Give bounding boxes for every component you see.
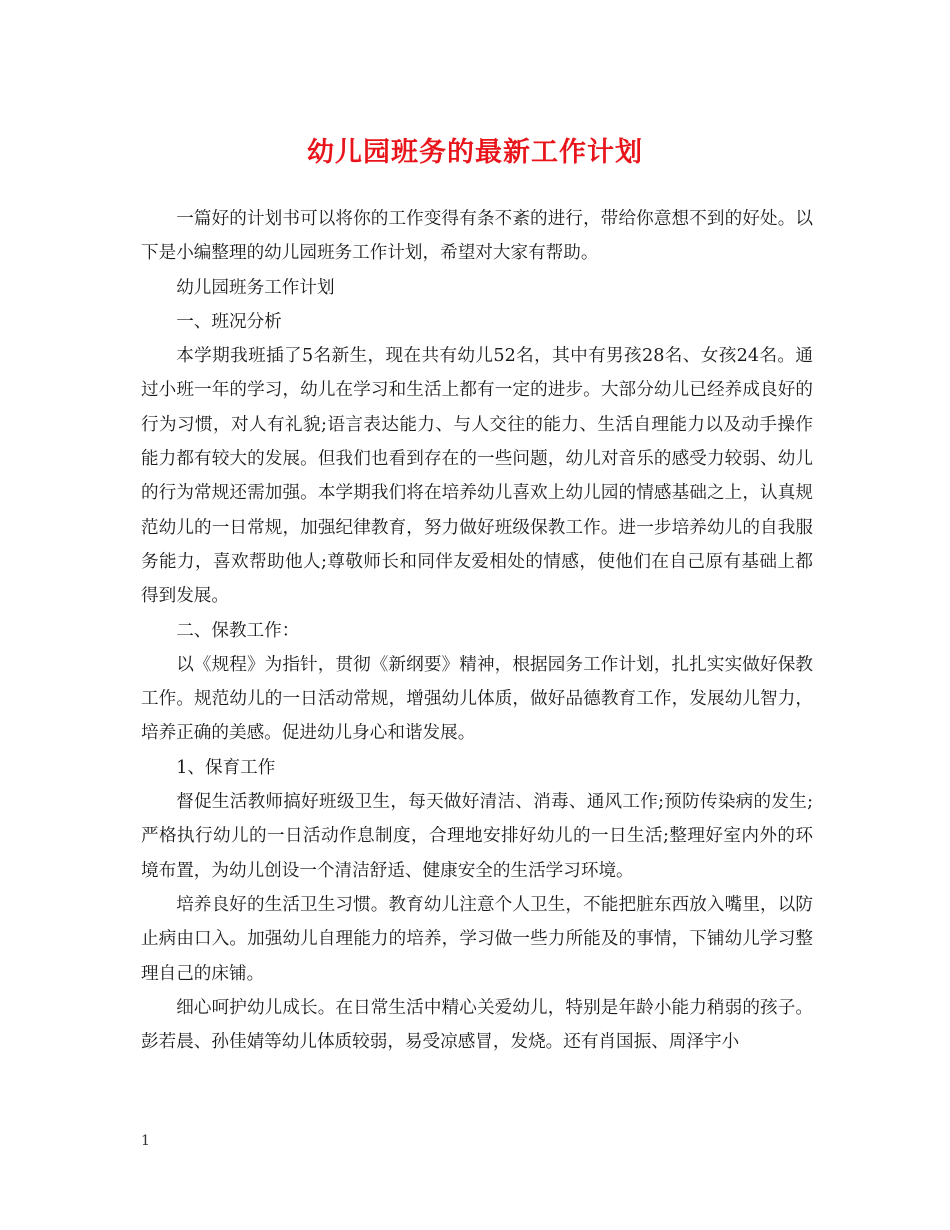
paragraph-hygiene-habits: 培养良好的生活卫生习惯。教育幼儿注意个人卫生，不能把脏东西放入嘴里，以防止病由口入。加强幼儿自理能力的培养，学习做一些力所能及的事情，下铺幼儿学习整理自己的床铺。	[141, 894, 813, 984]
paragraph-care-growth: 细心呵护幼儿成长。在日常生活中精心关爱幼儿，特别是年龄小能力稍弱的孩子。彭若晨、孙佳婧等幼儿体质较弱，易受凉感冒，发烧。还有肖国振、周泽宇小	[141, 997, 813, 1053]
document-body	[141, 202, 813, 1059]
section-heading-class-analysis: 一、班况分析	[176, 311, 282, 332]
document-title: 幼儿园班务的最新工作计划	[307, 137, 643, 168]
paragraph-intro: 一篇好的计划书可以将你的工作变得有条不紊的进行，带给你意想不到的好处。以下是小编整理的幼儿园班务工作计划，希望对大家有帮助。	[141, 209, 813, 264]
section-heading-care-education: 二、保教工作：	[176, 620, 300, 641]
paragraph-class-analysis: 本学期我班插了5名新生，现在共有幼儿52名，其中有男孩28名、女孩24名。通过小班一年的学习，幼儿在学习和生活上都有一定的进步。大部分幼儿已经养成良好的行为习惯，对人有礼貌;语言表达能力、与人交往的能力、生活自理能力以及动手操作能力都有较大的发展。但我们也看到存在的一些问题，幼儿对音乐的感受力较弱、幼儿的行为常规还需加强。本学期我们将在培养幼儿喜欢上幼儿园的情感基础之上，认真规范幼儿的一日常规，加强纪律教育，努力做好班级保教工作。进一步培养幼儿的自我服务能力，喜欢帮助他人;尊敬师长和同伴友爱相处的情感，使他们在自己原有基础上都得到发展。	[141, 346, 813, 607]
paragraph-nursing: 督促生活教师搞好班级卫生，每天做好清洁、消毒、通风工作;预防传染病的发生;严格执行幼儿的一日活动作息制度，合理地安排好幼儿的一日生活;整理好室内外的环境布置，为幼儿创设一个清洁舒适、健康安全的生活学习环境。	[141, 792, 813, 881]
subsection-heading-nursing: 1、保育工作	[176, 757, 276, 778]
page-number: 1	[141, 1133, 150, 1149]
paragraph-care-education: 以《规程》为指针，贯彻《新纲要》精神，根据园务工作计划，扎扎实实做好保教工作。规范幼儿的一日活动常规，增强幼儿体质，做好品德教育工作，发展幼儿智力，培养正确的美感。促进幼儿身心和谐发展。	[141, 654, 813, 744]
paragraph-subtitle: 幼儿园班务工作计划	[176, 277, 335, 298]
